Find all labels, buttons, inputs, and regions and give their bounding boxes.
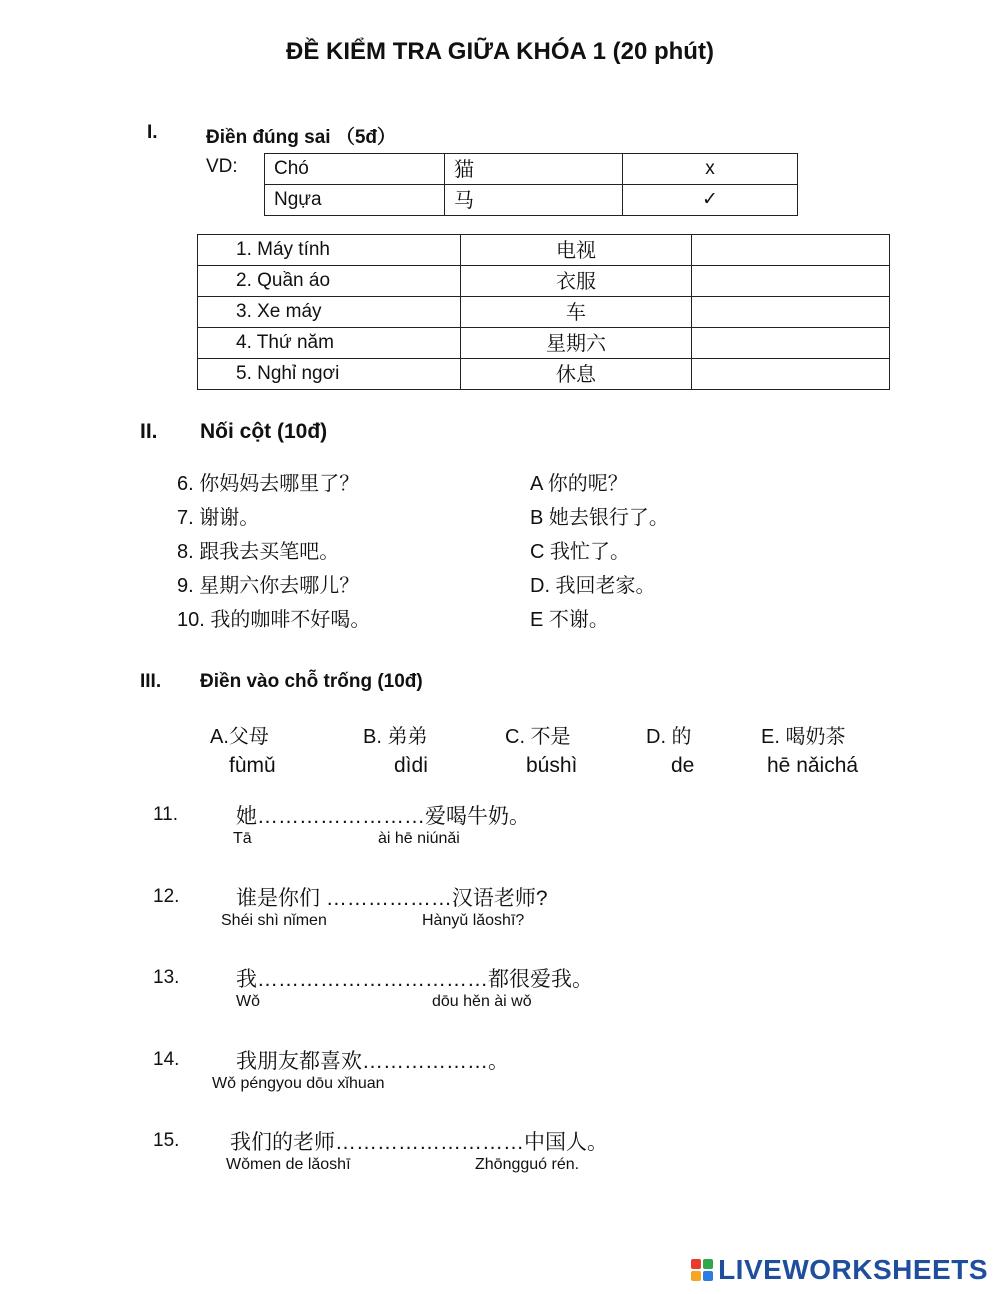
section2-number: II. (140, 420, 158, 443)
match-right-b: B 她去银行了。 (530, 507, 669, 529)
true-false-table (197, 234, 890, 390)
question-pinyin: Hànyǔ lǎoshī? (422, 912, 525, 929)
option-b: B. 弟弟 (363, 726, 428, 748)
option-e: E. 喝奶茶 (761, 726, 846, 748)
example-zh: 猫 (445, 154, 623, 185)
question-pinyin: dōu hěn ài wǒ (432, 993, 532, 1010)
option-d-pinyin: de (671, 754, 695, 777)
table-row (198, 297, 890, 328)
answer-cell-1[interactable] (692, 235, 890, 266)
row-zh: 电视 (461, 235, 692, 266)
option-c: C. 不是 (505, 726, 571, 748)
option-a: A.父母 (210, 726, 269, 748)
row-zh: 休息 (461, 359, 692, 390)
row-zh: 衣服 (461, 266, 692, 297)
row-zh: 星期六 (461, 328, 692, 359)
table-row (198, 328, 890, 359)
match-right-d: D. 我回老家。 (530, 575, 656, 597)
row-vi: 5. Nghỉ ngơi (198, 359, 461, 390)
example-mark: ✓ (623, 185, 798, 216)
match-left-7: 7. 谢谢。 (177, 507, 260, 529)
table-row (198, 266, 890, 297)
match-right-e: E 不谢。 (530, 609, 609, 631)
row-zh: 车 (461, 297, 692, 328)
liveworksheets-logo (691, 1254, 988, 1286)
example-vi: Chó (265, 154, 445, 185)
logo-text: LIVEWORKSHEETS (718, 1254, 988, 1285)
page-title: ĐỀ KIỂM TRA GIỮA KHÓA 1 (20 phút) (286, 38, 714, 65)
question-text[interactable]: 谁是你们 ………………汉语老师? (236, 887, 548, 910)
option-a-pinyin: fùmǔ (229, 754, 276, 777)
question-pinyin: Wǒ (236, 993, 260, 1010)
question-text[interactable]: 我们的老师………………………中国人。 (230, 1131, 608, 1154)
row-vi: 3. Xe máy (198, 297, 461, 328)
question-pinyin: ài hē niúnǎi (378, 830, 460, 847)
example-zh: 马 (445, 185, 623, 216)
match-right-c: C 我忙了。 (530, 541, 630, 563)
option-d: D. 的 (646, 726, 692, 748)
example-vi: Ngựa (265, 185, 445, 216)
logo-icon (691, 1259, 713, 1281)
question-pinyin: Shéi shì nǐmen (221, 912, 327, 929)
question-pinyin: Wǒ péngyou dōu xǐhuan (212, 1075, 385, 1092)
question-text[interactable]: 她……………………爱喝牛奶。 (236, 805, 530, 828)
answer-cell-4[interactable] (692, 328, 890, 359)
answer-cell-5[interactable] (692, 359, 890, 390)
question-pinyin: Wǒmen de lǎoshī (226, 1156, 351, 1173)
table-row (265, 185, 798, 216)
option-c-pinyin: búshì (526, 754, 578, 777)
section3-title: Điền vào chỗ trống (10đ) (200, 671, 423, 692)
question-text[interactable]: 我……………………………都很爱我。 (236, 968, 593, 991)
match-left-8: 8. 跟我去买笔吧。 (177, 541, 340, 563)
question-pinyin: Tā (233, 830, 252, 847)
question-text[interactable]: 我朋友都喜欢………………。 (236, 1050, 509, 1073)
match-left-9: 9. 星期六你去哪儿？ (177, 575, 360, 597)
table-row (265, 154, 798, 185)
question-number: 12. (153, 886, 180, 907)
question-number: 14. (153, 1049, 180, 1070)
table-row (198, 235, 890, 266)
table-row (198, 359, 890, 390)
option-e-pinyin: hē nǎichá (767, 754, 859, 777)
match-left-10: 10. 我的咖啡不好喝。 (177, 609, 371, 631)
example-mark: x (623, 154, 798, 185)
answer-cell-3[interactable] (692, 297, 890, 328)
question-number: 13. (153, 967, 180, 988)
section2-title: Nối cột (10đ) (200, 420, 328, 443)
match-right-a: A 你的呢？ (530, 473, 628, 495)
question-pinyin: Zhōngguó rén. (475, 1156, 580, 1173)
option-b-pinyin: dìdi (394, 754, 428, 777)
example-label: VD: (206, 156, 238, 177)
row-vi: 1. Máy tính (198, 235, 461, 266)
question-number: 11. (153, 804, 179, 825)
answer-cell-2[interactable] (692, 266, 890, 297)
example-table (264, 153, 798, 216)
section1-number: I. (147, 122, 158, 143)
question-number: 15. (153, 1130, 180, 1151)
row-vi: 4. Thứ năm (198, 328, 461, 359)
section3-number: III. (140, 671, 162, 692)
section1-title: Điền đúng sai （5đ） (206, 127, 397, 148)
row-vi: 2. Quần áo (198, 266, 461, 297)
match-left-6: 6. 你妈妈去哪里了？ (177, 473, 360, 495)
